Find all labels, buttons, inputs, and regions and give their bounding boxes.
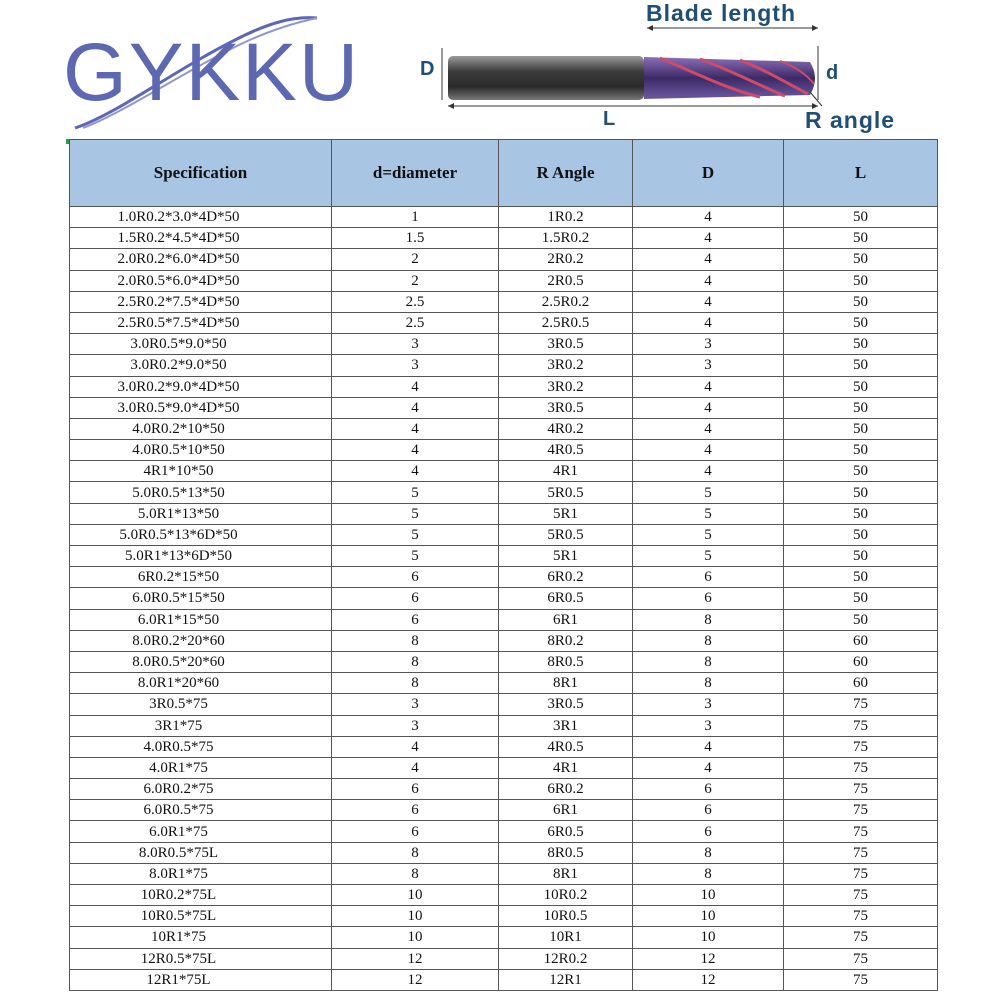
header-r-angle: R Angle [499,140,633,207]
cell-length: 50 [784,270,938,291]
cell-diameter: 4 [332,757,499,778]
table-header-row [70,140,938,207]
cell-r-angle: 10R0.2 [499,885,633,906]
cell-r-angle: 2.5R0.5 [499,312,633,333]
header-specification: Specification [70,140,332,207]
cell-r-angle: 8R1 [499,863,633,884]
cell-specification: 8.0R1*20*60 [70,673,332,694]
cell-diameter: 10 [332,885,499,906]
cell-shank-d: 5 [633,503,784,524]
cell-diameter: 4 [332,397,499,418]
table-row [70,503,938,524]
cell-r-angle: 5R0.5 [499,482,633,503]
cell-diameter: 4 [332,418,499,439]
cell-length: 50 [784,567,938,588]
cell-shank-d: 6 [633,800,784,821]
cell-r-angle: 6R1 [499,609,633,630]
cell-specification: 5.0R1*13*6D*50 [70,546,332,567]
table-row [70,969,938,990]
cell-r-angle: 10R0.5 [499,906,633,927]
table-row [70,355,938,376]
cell-specification: 6.0R1*15*50 [70,609,332,630]
cell-specification: 3.0R0.2*9.0*50 [70,355,332,376]
cell-r-angle: 4R0.2 [499,418,633,439]
cell-length: 50 [784,376,938,397]
cell-r-angle: 6R1 [499,800,633,821]
table-row [70,418,938,439]
cell-length: 50 [784,524,938,545]
table-body [70,207,938,991]
table-row [70,376,938,397]
cell-length: 60 [784,630,938,651]
cell-r-angle: 3R0.5 [499,334,633,355]
cell-length: 50 [784,440,938,461]
cell-diameter: 10 [332,927,499,948]
cell-r-angle: 3R0.5 [499,694,633,715]
cell-length: 75 [784,927,938,948]
cell-shank-d: 4 [633,207,784,228]
cell-diameter: 3 [332,715,499,736]
cell-length: 75 [784,885,938,906]
cell-specification: 12R1*75L [70,969,332,990]
cell-specification: 5.0R1*13*50 [70,503,332,524]
cell-r-angle: 1R0.2 [499,207,633,228]
cell-diameter: 2.5 [332,291,499,312]
table-row [70,863,938,884]
cell-length: 50 [784,503,938,524]
cell-r-angle: 8R0.5 [499,842,633,863]
cell-diameter: 8 [332,863,499,884]
cell-diameter: 3 [332,694,499,715]
cell-shank-d: 8 [633,842,784,863]
cell-r-angle: 2.5R0.2 [499,291,633,312]
cell-specification: 4.0R0.2*10*50 [70,418,332,439]
table-row [70,800,938,821]
cell-diameter: 4 [332,440,499,461]
cell-shank-d: 10 [633,885,784,906]
table-row [70,207,938,228]
cell-shank-d: 4 [633,418,784,439]
cell-specification: 10R0.2*75L [70,885,332,906]
table-row [70,694,938,715]
cell-shank-d: 8 [633,609,784,630]
table-row [70,291,938,312]
cell-shank-d: 4 [633,249,784,270]
cell-diameter: 6 [332,779,499,800]
cell-shank-d: 8 [633,673,784,694]
header-shank-d: D [633,140,784,207]
shank-diameter-label: D [420,58,435,80]
cell-r-angle: 5R1 [499,546,633,567]
cell-diameter: 8 [332,651,499,672]
cell-diameter: 8 [332,673,499,694]
cell-specification: 4R1*10*50 [70,461,332,482]
cell-diameter: 5 [332,524,499,545]
table-row [70,948,938,969]
cell-r-angle: 5R1 [499,503,633,524]
cell-length: 75 [784,821,938,842]
cell-r-angle: 2R0.2 [499,249,633,270]
cell-r-angle: 1.5R0.2 [499,228,633,249]
cell-specification: 3R0.5*75 [70,694,332,715]
end-mill-diagram [410,0,1000,138]
table-row [70,736,938,757]
cell-shank-d: 3 [633,715,784,736]
cell-shank-d: 6 [633,567,784,588]
cell-shank-d: 4 [633,312,784,333]
cell-specification: 3R1*75 [70,715,332,736]
cell-diameter: 4 [332,376,499,397]
cell-specification: 8.0R0.5*20*60 [70,651,332,672]
cell-shank-d: 3 [633,355,784,376]
table-row [70,312,938,333]
cell-diameter: 3 [332,355,499,376]
cell-length: 75 [784,969,938,990]
cell-diameter: 2.5 [332,312,499,333]
cell-shank-d: 8 [633,630,784,651]
cell-r-angle: 5R0.5 [499,524,633,545]
cell-shank-d: 10 [633,927,784,948]
cell-length: 50 [784,207,938,228]
spec-table [69,139,938,991]
header-length: L [784,140,938,207]
cell-r-angle: 6R0.2 [499,779,633,800]
cell-shank-d: 4 [633,736,784,757]
overall-length-label: L [603,108,616,130]
cell-length: 75 [784,694,938,715]
r-angle-label: R angle [805,107,896,133]
cell-shank-d: 6 [633,588,784,609]
cell-diameter: 6 [332,800,499,821]
cell-diameter: 5 [332,503,499,524]
table-row [70,524,938,545]
cell-specification: 6.0R0.2*75 [70,779,332,800]
cell-specification: 6.0R1*75 [70,821,332,842]
cell-diameter: 1 [332,207,499,228]
table-row [70,397,938,418]
cell-shank-d: 5 [633,524,784,545]
table-row [70,651,938,672]
cell-length: 60 [784,651,938,672]
cell-shank-d: 6 [633,821,784,842]
table-row [70,821,938,842]
cell-specification: 6.0R0.5*75 [70,800,332,821]
cell-specification: 1.0R0.2*3.0*4D*50 [70,207,332,228]
cell-diameter: 6 [332,821,499,842]
cell-r-angle: 8R1 [499,673,633,694]
cell-length: 75 [784,800,938,821]
cell-specification: 10R0.5*75L [70,906,332,927]
cell-shank-d: 4 [633,461,784,482]
cell-shank-d: 5 [633,546,784,567]
cell-r-angle: 4R1 [499,757,633,778]
table-row [70,927,938,948]
table-row [70,906,938,927]
cell-diameter: 8 [332,630,499,651]
cell-shank-d: 4 [633,757,784,778]
cell-specification: 2.5R0.2*7.5*4D*50 [70,291,332,312]
cell-specification: 8.0R1*75 [70,863,332,884]
cell-r-angle: 2R0.5 [499,270,633,291]
cell-length: 50 [784,461,938,482]
cell-length: 75 [784,736,938,757]
cell-shank-d: 5 [633,482,784,503]
cell-diameter: 5 [332,482,499,503]
cell-shank-d: 4 [633,376,784,397]
cell-specification: 6R0.2*15*50 [70,567,332,588]
cell-r-angle: 12R1 [499,969,633,990]
cell-shank-d: 3 [633,334,784,355]
table-row [70,715,938,736]
cell-diameter: 2 [332,270,499,291]
cell-shank-d: 4 [633,440,784,461]
cell-specification: 1.5R0.2*4.5*4D*50 [70,228,332,249]
table-row [70,673,938,694]
cell-specification: 4.0R0.5*10*50 [70,440,332,461]
cell-r-angle: 6R0.5 [499,588,633,609]
cell-length: 75 [784,948,938,969]
cell-shank-d: 4 [633,270,784,291]
cell-r-angle: 6R0.5 [499,821,633,842]
table-row [70,249,938,270]
table-row [70,567,938,588]
cell-diameter: 3 [332,334,499,355]
cell-diameter: 1.5 [332,228,499,249]
cell-specification: 2.0R0.2*6.0*4D*50 [70,249,332,270]
table-row [70,228,938,249]
cell-length: 75 [784,906,938,927]
brand-logo [55,10,361,130]
cell-r-angle: 3R1 [499,715,633,736]
cell-length: 50 [784,397,938,418]
cell-specification: 10R1*75 [70,927,332,948]
table-row [70,588,938,609]
cell-diameter: 12 [332,969,499,990]
cell-specification: 3.0R0.5*9.0*4D*50 [70,397,332,418]
cell-length: 50 [784,588,938,609]
cell-shank-d: 4 [633,291,784,312]
cell-specification: 3.0R0.2*9.0*4D*50 [70,376,332,397]
cell-diameter: 6 [332,567,499,588]
cell-specification: 12R0.5*75L [70,948,332,969]
cell-specification: 5.0R0.5*13*6D*50 [70,524,332,545]
cell-shank-d: 10 [633,906,784,927]
cell-r-angle: 4R1 [499,461,633,482]
cell-r-angle: 4R0.5 [499,736,633,757]
cell-shank-d: 12 [633,969,784,990]
cell-specification: 8.0R0.5*75L [70,842,332,863]
cell-r-angle: 12R0.2 [499,948,633,969]
cutting-diameter-label: d [826,62,839,84]
cell-diameter: 6 [332,609,499,630]
cell-specification: 6.0R0.5*15*50 [70,588,332,609]
cell-r-angle: 3R0.2 [499,355,633,376]
logo-text: GYKKU [63,27,361,118]
cell-length: 60 [784,673,938,694]
cell-shank-d: 3 [633,694,784,715]
cell-length: 75 [784,863,938,884]
cell-length: 75 [784,757,938,778]
cell-length: 75 [784,779,938,800]
cell-specification: 8.0R0.2*20*60 [70,630,332,651]
cell-r-angle: 10R1 [499,927,633,948]
cell-shank-d: 8 [633,651,784,672]
table-row [70,482,938,503]
cell-r-angle: 4R0.5 [499,440,633,461]
cell-diameter: 8 [332,842,499,863]
cell-specification: 3.0R0.5*9.0*50 [70,334,332,355]
cell-shank-d: 12 [633,948,784,969]
cell-r-angle: 3R0.2 [499,376,633,397]
cell-diameter: 5 [332,546,499,567]
cell-diameter: 2 [332,249,499,270]
table-row [70,630,938,651]
cell-length: 75 [784,715,938,736]
cell-specification: 4.0R1*75 [70,757,332,778]
cell-specification: 4.0R0.5*75 [70,736,332,757]
blade-length-label: Blade length [646,0,797,26]
cell-shank-d: 4 [633,397,784,418]
cell-diameter: 4 [332,461,499,482]
cell-length: 50 [784,312,938,333]
cell-shank-d: 8 [633,863,784,884]
cell-diameter: 10 [332,906,499,927]
cell-specification: 2.5R0.5*7.5*4D*50 [70,312,332,333]
cell-diameter: 6 [332,588,499,609]
cell-shank-d: 4 [633,228,784,249]
cell-length: 50 [784,291,938,312]
cell-length: 50 [784,482,938,503]
cell-length: 50 [784,418,938,439]
cell-length: 50 [784,249,938,270]
table-row [70,440,938,461]
cell-r-angle: 3R0.5 [499,397,633,418]
cell-specification: 5.0R0.5*13*50 [70,482,332,503]
cell-length: 50 [784,355,938,376]
table-row [70,546,938,567]
table-row [70,270,938,291]
table-row [70,885,938,906]
cell-length: 50 [784,334,938,355]
cell-r-angle: 8R0.5 [499,651,633,672]
cell-diameter: 4 [332,736,499,757]
cell-length: 75 [784,842,938,863]
cell-length: 50 [784,609,938,630]
header-diameter: d=diameter [332,140,499,207]
cell-diameter: 12 [332,948,499,969]
cell-r-angle: 8R0.2 [499,630,633,651]
table-row [70,461,938,482]
table-row [70,842,938,863]
table-row [70,757,938,778]
table-row [70,609,938,630]
cell-length: 50 [784,546,938,567]
table-row [70,779,938,800]
cell-r-angle: 6R0.2 [499,567,633,588]
cell-specification: 2.0R0.5*6.0*4D*50 [70,270,332,291]
table-row [70,334,938,355]
cell-shank-d: 6 [633,779,784,800]
cell-length: 50 [784,228,938,249]
